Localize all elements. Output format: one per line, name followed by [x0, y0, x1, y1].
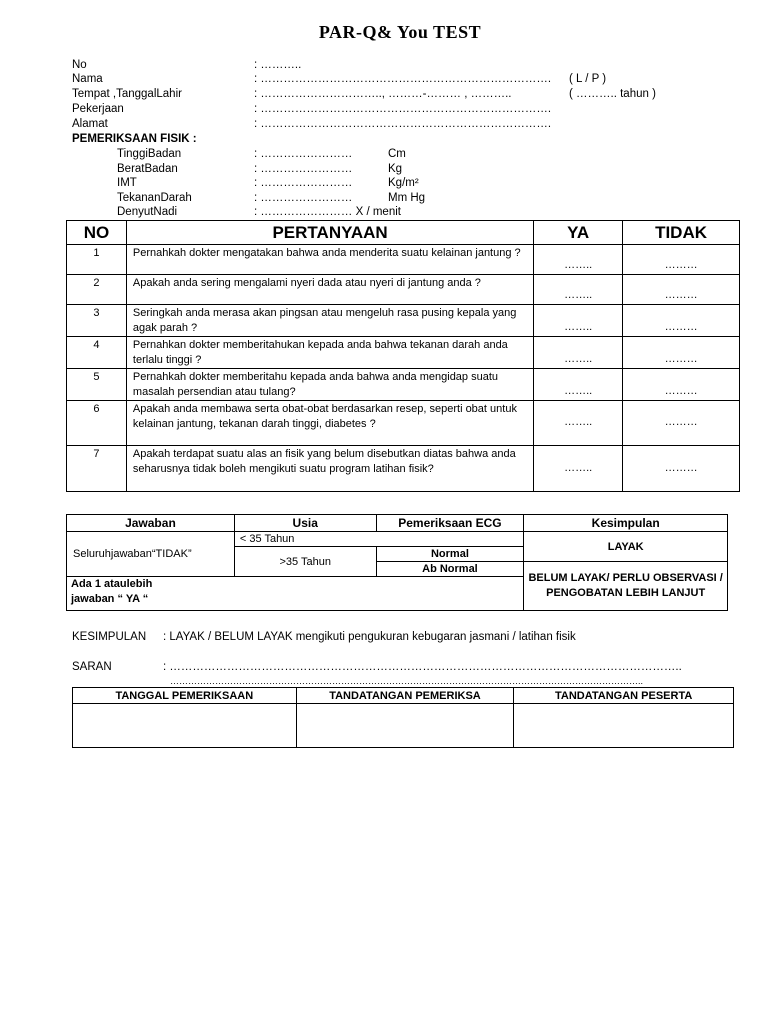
exam-unit-height: Cm — [388, 148, 406, 160]
saran-label: SARAN — [72, 661, 112, 673]
question-number: 4 — [67, 337, 127, 369]
exam-unit-bmi: Kg/m² — [388, 177, 419, 189]
field-value-birth[interactable]: : ………………………….., ………-……… , ……….. — [254, 88, 512, 100]
header-participant-signature: TANDATANGAN PESERTA — [514, 688, 734, 704]
header-tidak: TIDAK — [623, 221, 740, 245]
header-exam-date: TANGGAL PEMERIKSAAN — [73, 688, 297, 704]
exam-value-weight[interactable]: : …………………… — [254, 163, 353, 175]
questions-header-row — [67, 221, 740, 245]
saran-line-2[interactable]: ………………………………………………………………………………………………………………………………………….. — [170, 676, 644, 686]
exam-value-height[interactable]: : …………………… — [254, 148, 353, 160]
header-ecg: Pemeriksaan ECG — [376, 515, 524, 532]
field-value-alamat[interactable]: : …………………………………………………………………. — [254, 118, 552, 130]
exam-label-height: TinggiBadan — [117, 148, 182, 160]
exam-value-pulse[interactable]: : …………………… X / menit — [254, 206, 401, 218]
answer-tidak[interactable]: ……… — [623, 275, 740, 305]
physical-exam-heading: PEMERIKSAAN FISIK : — [72, 133, 197, 145]
field-label-birth: Tempat ,TanggalLahir — [72, 88, 182, 100]
table-row — [67, 245, 740, 275]
answer-tidak[interactable]: ……… — [623, 337, 740, 369]
saran-line-1[interactable]: : …………………………………………………………………………………………………………………….. — [163, 661, 682, 673]
answer-tidak[interactable]: ……… — [623, 245, 740, 275]
question-number: 7 — [67, 446, 127, 492]
conclusion-header-row — [67, 515, 728, 532]
age-over-35: >35 Tahun — [234, 547, 376, 577]
field-label-nama: Nama — [72, 73, 103, 85]
header-jawaban: Jawaban — [67, 515, 235, 532]
table-row — [67, 369, 740, 401]
answer-tidak[interactable]: ……… — [623, 401, 740, 446]
answer-ya[interactable]: …….. — [534, 305, 623, 337]
question-number: 3 — [67, 305, 127, 337]
questions-table — [66, 220, 740, 492]
page-title: PAR-Q& You TEST — [318, 22, 482, 42]
field-label-no: No — [72, 59, 87, 71]
gender-option[interactable]: ( L / P ) — [569, 73, 607, 85]
question-text: Seringkah anda merasa akan pingsan atau mengeluh rasa pusing kepala yang agak parah ? — [126, 305, 533, 337]
question-text: Pernahkah dokter memberitahu kepada anda bahwa anda mengidap suatu masalah persendian atau tulang? — [126, 369, 533, 401]
age-under-35: < 35 Tahun — [234, 532, 523, 547]
header-question: PERTANYAAN — [126, 221, 533, 245]
examiner-signature-field[interactable] — [296, 704, 514, 748]
answer-tidak[interactable]: ……… — [623, 305, 740, 337]
yes-answer-cell — [67, 577, 524, 611]
yes-answer-text: Ada 1 ataulebih jawaban “ YA “ — [71, 578, 153, 605]
question-text: Apakah anda sering mengalami nyeri dada atau nyeri di jantung anda ? — [126, 275, 533, 305]
answer-ya[interactable]: …….. — [534, 369, 623, 401]
question-text: Apakah anda membawa serta obat-obat berdasarkan resep, seperti obat untuk kelainan jantung, tekanan darah tinggi, diabetes ? — [126, 401, 533, 446]
participant-signature-field[interactable] — [514, 704, 734, 748]
kesimpulan-text: : LAYAK / BELUM LAYAK mengikuti pengukuran kebugaran jasmani / latihan fisik — [163, 631, 576, 643]
answer-tidak[interactable]: ……… — [623, 369, 740, 401]
table-row — [67, 446, 740, 492]
answer-ya[interactable]: …….. — [534, 401, 623, 446]
conclusion-table — [66, 514, 728, 611]
question-text: Pernahkan dokter memberitahukan kepada anda bahwa tekanan darah anda terlalu tinggi ? — [126, 337, 533, 369]
field-value-no[interactable]: : ……….. — [254, 59, 302, 71]
answer-tidak[interactable]: ……… — [623, 446, 740, 492]
exam-unit-blood-pressure: Mm Hg — [388, 192, 426, 204]
exam-date-field[interactable] — [73, 704, 297, 748]
signature-header-row — [73, 688, 734, 704]
signature-table — [72, 687, 734, 748]
table-row — [67, 401, 740, 446]
question-text: Apakah terdapat suatu alas an fisik yang belum disebutkan diatas bahwa anda seharusnya tidak boleh mengikuti suatu program latihan fisik? — [126, 446, 533, 492]
answer-ya[interactable]: …….. — [534, 337, 623, 369]
table-row — [67, 305, 740, 337]
table-row — [67, 532, 728, 547]
answer-ya[interactable]: …….. — [534, 446, 623, 492]
exam-label-pulse: DenyutNadi — [117, 206, 178, 218]
question-number: 2 — [67, 275, 127, 305]
question-number: 1 — [67, 245, 127, 275]
field-value-pekerjaan[interactable]: : …………………………………………………………………. — [254, 103, 552, 115]
question-number: 6 — [67, 401, 127, 446]
answer-ya[interactable]: …….. — [534, 275, 623, 305]
exam-unit-weight: Kg — [388, 163, 403, 175]
table-row — [67, 275, 740, 305]
header-ya: YA — [534, 221, 623, 245]
exam-label-weight: BeratBadan — [117, 163, 178, 175]
question-number: 5 — [67, 369, 127, 401]
table-row — [67, 337, 740, 369]
result-not-fit: BELUM LAYAK/ PERLU OBSERVASI / PENGOBATAN LEBIH LANJUT — [524, 562, 728, 611]
kesimpulan-label: KESIMPULAN — [72, 631, 147, 643]
header-kesimpulan: Kesimpulan — [524, 515, 728, 532]
header-usia: Usia — [234, 515, 376, 532]
field-label-pekerjaan: Pekerjaan — [72, 103, 124, 115]
exam-label-bmi: IMT — [117, 177, 137, 189]
header-no: NO — [67, 221, 127, 245]
answer-ya[interactable]: …….. — [534, 245, 623, 275]
result-layak: LAYAK — [524, 532, 728, 562]
exam-value-bmi[interactable]: : …………………… — [254, 177, 353, 189]
exam-value-blood-pressure[interactable]: : …………………… — [254, 192, 353, 204]
field-label-alamat: Alamat — [72, 118, 108, 130]
all-no-answer: Seluruhjawaban“TIDAK” — [67, 532, 235, 577]
ecg-normal: Normal — [376, 547, 524, 562]
exam-label-blood-pressure: TekananDarah — [117, 192, 192, 204]
field-value-nama[interactable]: : …………………………………………………………………. — [254, 73, 552, 85]
question-text: Pernahkah dokter mengatakan bahwa anda menderita suatu kelainan jantung ? — [126, 245, 533, 275]
ecg-abnormal: Ab Normal — [376, 562, 524, 577]
signature-row — [73, 704, 734, 748]
header-examiner-signature: TANDATANGAN PEMERIKSA — [296, 688, 514, 704]
age-field[interactable]: ( ……….. tahun ) — [569, 88, 656, 100]
